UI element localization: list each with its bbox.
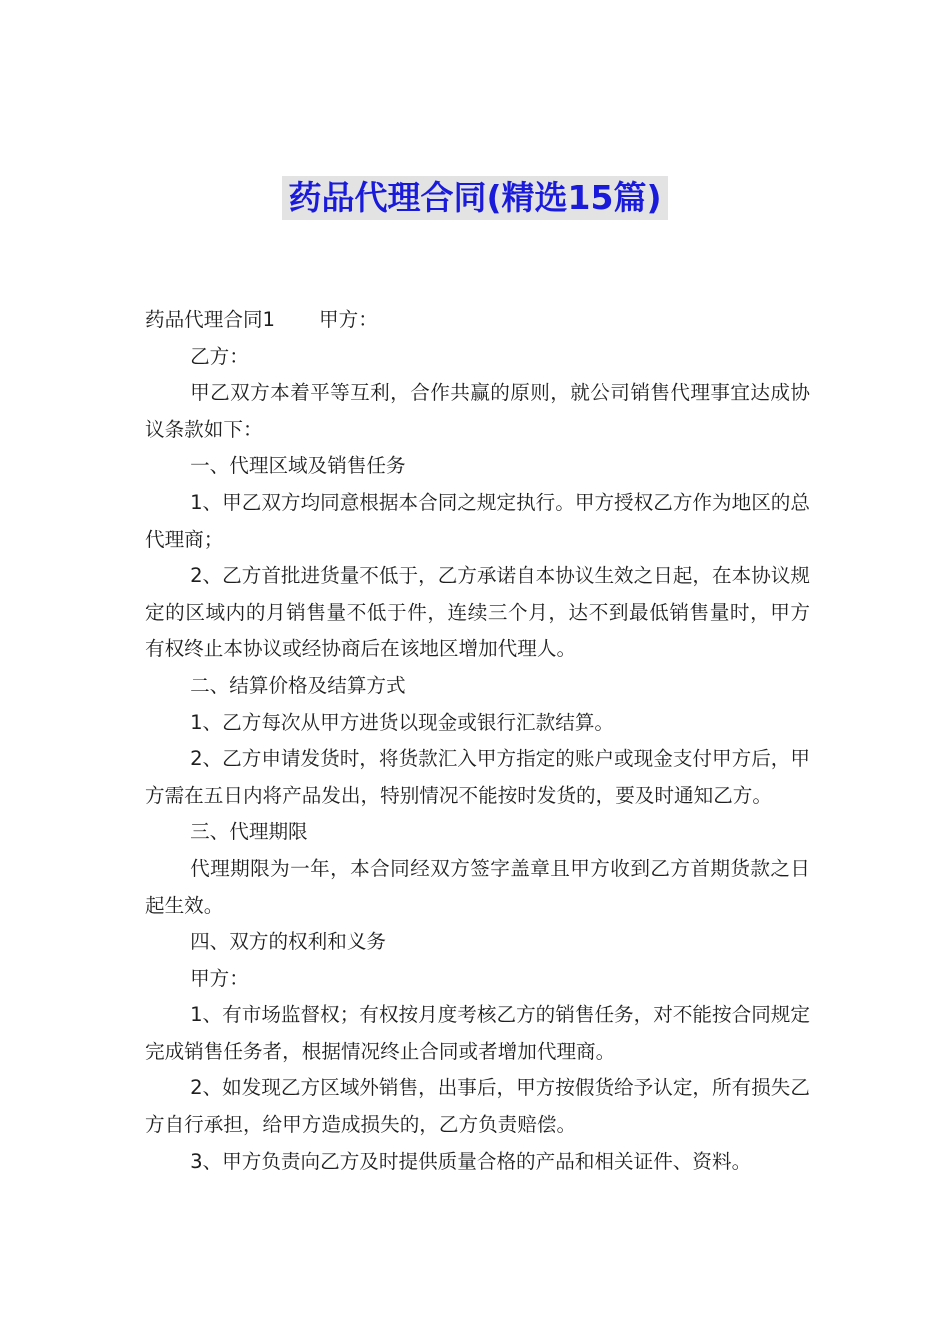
paragraph: 1、有市场监督权；有权按月度考核乙方的销售任务，对不能按合同规定完成销售任务者，根据情况终止合同或者增加代理商。	[145, 1003, 810, 1063]
party-a-label: 甲方：	[319, 308, 378, 331]
document-title: 药品代理合同(精选15篇)	[282, 176, 667, 220]
section-heading: 四、双方的权利和义务	[190, 930, 387, 954]
paragraph: 乙方：	[190, 344, 249, 368]
paragraph: 2、乙方首批进货量不低于，乙方承诺自本协议生效之日起，在本协议规定的区域内的月销售量不低于件，连续三个月，达不到最低销售量时，甲方有权终止本协议或经协商后在该地区增加代理人。	[145, 564, 810, 661]
paragraph: 甲乙双方本着平等互利，合作共赢的原则，就公司销售代理事宜达成协议条款如下：	[145, 381, 810, 441]
section-heading: 二、结算价格及结算方式	[190, 673, 406, 697]
paragraph: 代理期限为一年，本合同经双方签字盖章且甲方收到乙方首期货款之日起生效。	[145, 856, 810, 917]
contract-heading: 药品代理合同1	[145, 308, 276, 331]
title-container	[0, 176, 950, 220]
document-body	[145, 302, 810, 1180]
paragraph: 2、如发现乙方区域外销售，出事后，甲方按假货给予认定，所有损失乙方自行承担，给甲方造成损失的，乙方负责赔偿。	[145, 1076, 810, 1137]
paragraph: 1、乙方每次从甲方进货以现金或银行汇款结算。	[190, 710, 615, 734]
paragraph: 2、乙方申请发货时，将货款汇入甲方指定的账户或现金支付甲方后，甲方需在五日内将产品发出，特别情况不能按时发货的，要及时通知乙方。	[145, 747, 810, 807]
first-line	[145, 302, 810, 339]
paragraph: 3、甲方负责向乙方及时提供质量合格的产品和相关证件、资料。	[190, 1149, 752, 1173]
paragraph: 1、甲乙双方均同意根据本合同之规定执行。甲方授权乙方作为地区的总代理商；	[145, 490, 810, 551]
section-heading: 一、代理区域及销售任务	[190, 454, 406, 478]
section-heading: 三、代理期限	[190, 820, 308, 844]
paragraph: 甲方：	[190, 966, 249, 990]
